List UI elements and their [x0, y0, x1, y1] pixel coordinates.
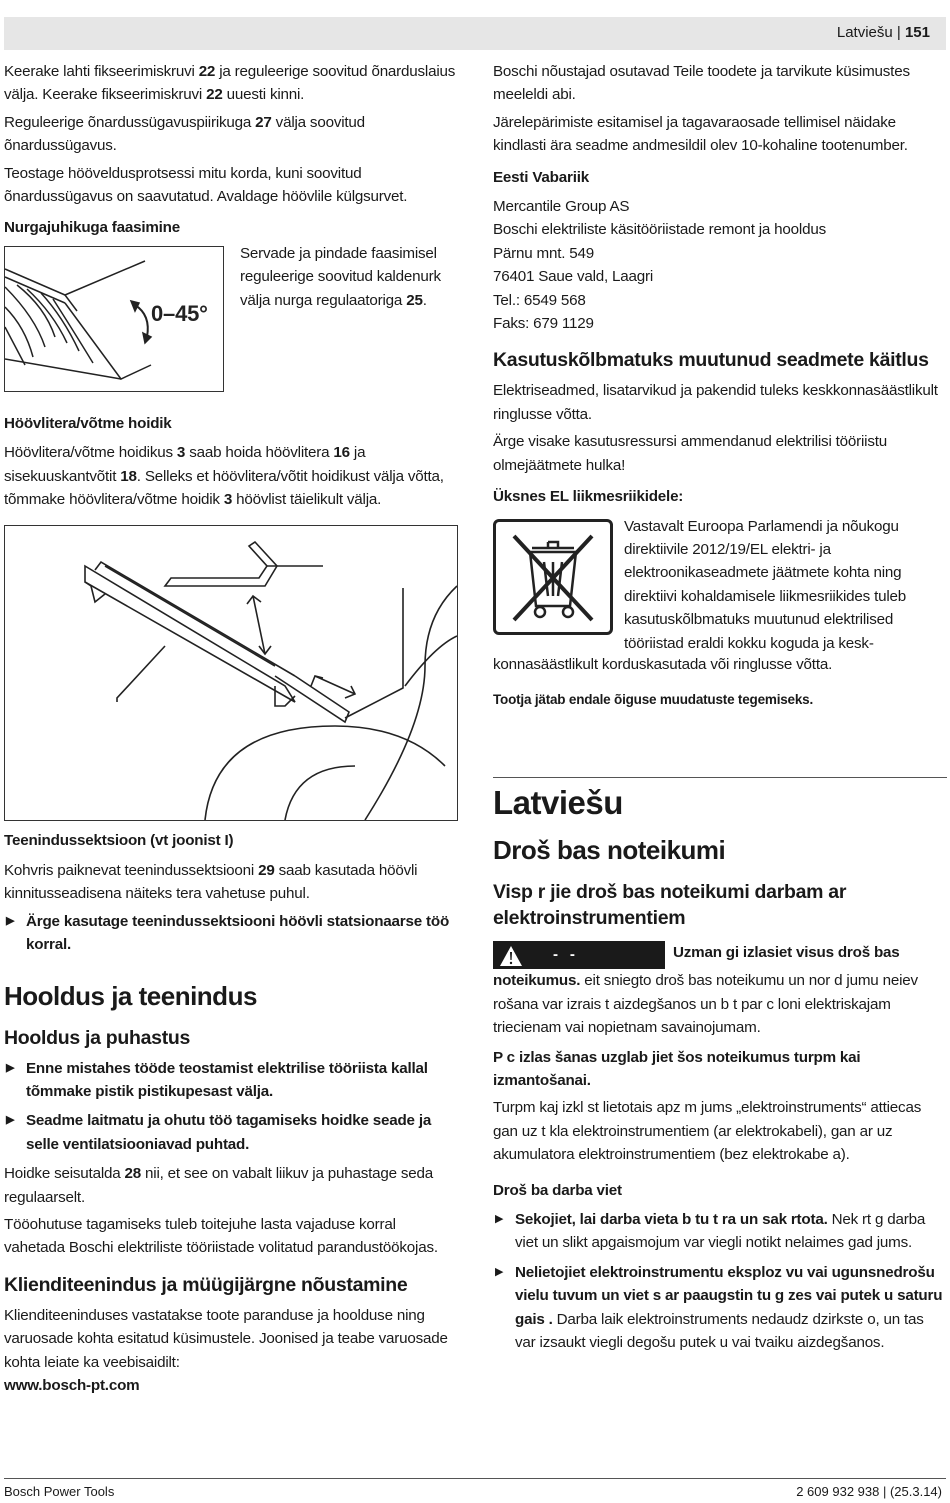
warning-block	[493, 941, 947, 1039]
heading-nurgajuhik: Nurgajuhikuga faasimine	[4, 219, 181, 237]
paragraph: Tööohutuse tagamiseks tuleb toitejuhe lasta vajaduse korral vahetada Boschi elektriliste tööriistade volitatud parandustöökojas.	[4, 1215, 438, 1257]
warning-text: eit sniegto droš bas noteikumu un nor d jumu neiev rošana var izrais t aizdegšanos un b t par c loni elektriskajam triecienam vai nopietnam savainojumam.	[493, 972, 918, 1037]
blade-holder-illustration	[4, 525, 458, 821]
weee-bin-icon	[493, 519, 613, 635]
paragraph: Järelepärimiste esitamisel ja tagavaraosade tellimisel näidake kindlasti ära seadme andmesildil olev 10-kohaline tootenumber.	[493, 113, 908, 155]
address-line: Pärnu mnt. 549	[493, 244, 595, 262]
angle-label: 0–45°	[151, 300, 208, 326]
warning-badge	[493, 941, 665, 969]
footer-brand: Bosch Power Tools	[4, 1484, 115, 1499]
paragraph: Kohvris paiknevat teenindussektsiooni 29 saab kasutada höövli kinnitusseadisena näiteks tera vahetuse puhul.	[4, 861, 418, 903]
heading-drosibas: Droš bas noteikumi	[493, 835, 726, 866]
bevel-text: Servade ja pindade faasimisel reguleerige soovitud kaldenurk välja nurga regulaatoriga 25.	[240, 244, 441, 309]
heading-darba-vieta: Droš ba darba viet	[493, 1181, 622, 1199]
paragraph: Elektriseadmed, lisatarvikud ja pakendid tuleks keskkonnasäästlikult ringlusse võtta.	[493, 382, 938, 423]
header-text: Latviešu | 151	[836, 24, 930, 41]
paragraph: Klienditeeninduses vastatakse toote paranduse ja hoolduse ning varuosade kohta esitatud küsimustele. Joonised ja teabe varuosade kohta leiate ka veebisaidilt:	[4, 1306, 448, 1371]
section-divider	[493, 777, 947, 778]
warning-triangle-icon	[497, 942, 525, 970]
heading-hooldus-puhastus: Hooldus ja puhastus	[4, 1026, 191, 1049]
bullet-item: ▶ Ärge kasutage teenindussektsiooni höövli statsionaarse töö korral.	[4, 910, 458, 957]
bullet-item: ▶ Seadme laitmatu ja ohutu töö tagamiseks hoidke seade ja selle ventilatsiooniavad puhtad.	[4, 1109, 458, 1156]
website-link[interactable]: www.bosch-pt.com	[4, 1376, 140, 1394]
paragraph: Teostage hööveldusprotsessi mitu korda, kuni soovitud õnardussügavus on saavutatud. Avaldage höövlile külgsurvet.	[4, 164, 408, 206]
left-column	[4, 60, 458, 1397]
heading-hooldus-teenindus: Hooldus ja teenindus	[4, 980, 257, 1011]
heading-visparejie: Visp r jie droš bas noteikumi darbam ar elektroinstrumentiem	[493, 881, 847, 930]
page-header	[4, 17, 946, 50]
bevel-illustration	[4, 246, 224, 392]
paragraph: Höövlitera/võtme hoidikus 3 saab hoida höövlitera 16 ja sisekuuskantvõtit 18. Selleks et höövlitera/võtit hoidikust välja võtta, tõmmake höövlitera/võtme hoidik 3 höövlist täielikult välja.	[4, 444, 444, 509]
figure-bevel	[4, 246, 458, 394]
heading-hoidik: Höövlitera/võtme hoidik	[4, 414, 172, 432]
heading-eu: Üksnes EL liikmesriikidele:	[493, 488, 684, 506]
bullet-item: ▶ Enne mistahes tööde teostamist elektrilise tööriista kallal tõmmake pistik pistikupesast välja.	[4, 1057, 458, 1104]
footer-docnum: 2 609 932 938 | (25.3.14)	[796, 1484, 942, 1499]
heading-kasutus: Kasutuskõlbmatuks muutunud seadmete käitlus	[493, 349, 929, 372]
right-column	[493, 60, 947, 1360]
paragraph: Boschi nõustajad osutavad Teile toodete ja tarvikute küsimustes meeleldi abi.	[493, 63, 910, 104]
paragraph: konnasäästlikult korduskasutada või ringlusse võtta.	[493, 655, 833, 673]
heading-teenindus: Teenindussektsioon (vt joonist I)	[4, 832, 234, 850]
page-number: 151	[904, 24, 930, 41]
address-line: Mercantile Group AS	[493, 198, 630, 216]
address-line: 76401 Saue vald, Laagri	[493, 268, 654, 286]
paragraph: Ärge visake kasutusressursi ammendanud elektrilisi tööriistu olmejäätmete hulka!	[493, 433, 888, 474]
manufacturer-note: Tootja jätab endale õiguse muudatuste tegemiseks.	[493, 691, 814, 707]
bullet-item: ▶ Sekojiet, lai darba vieta b tu t ra un sak rtota. Nek rt g darba viet un slikt apgaismojum var viegli notikt nelaimes gad jums.	[493, 1208, 947, 1255]
warning-label: - -	[553, 946, 575, 964]
heading-latviesu: Latviešu	[493, 784, 623, 822]
address-line: Boschi elektriliste käsitööriistade remont ja hooldus	[493, 221, 826, 239]
bullet-item: ▶ Nelietojiet elektroinstrumentu eksploz vu vai ugunsnedrošu vielu tuvum un viet s ar paaugstin tu g zes vai putek u saturu gais . Darba laik elektroinstruments nedaudz dzirkste o, un tas var izsaukt viegli degošu putek u vai tvaiku aizdegšanos.	[493, 1261, 947, 1355]
header-language: Latviešu	[836, 24, 893, 41]
paragraph: Turpm kaj izkl st lietotais apz m jums „elektroinstruments“ attiecas gan uz t kla elektroinstrumentiem (ar elektrokabeli), gan ar uz akumulatora elektroinstrumentiem (bez elektrokabe a).	[493, 1099, 922, 1164]
warning-bold: Uzman gi izlasiet visus droš bas noteikumus.	[493, 944, 900, 990]
weee-text: Vastavalt Euroopa Parlamendi ja nõukogu direktiivile 2012/19/EL elektri- ja elektroonikaseadmete jäätmete kohta ning direktiivi kohaldamisele liikmesriikides tuleb kasutuskõlbmatuks muutunud elektrilised tööriistad eraldi kokku koguda ja kesk-	[624, 517, 907, 652]
heading-eesti: Eesti Vabariik	[493, 168, 589, 186]
paragraph: P c izlas šanas uzglab jiet šos noteikumus turpm kai izmantošanai.	[493, 1048, 861, 1089]
weee-block	[493, 515, 947, 661]
address-line: Faks: 679 1129	[493, 315, 594, 333]
address-line: Tel.: 6549 568	[493, 291, 586, 309]
paragraph: Reguleerige õnardussügavuspiirikuga 27 välja soovitud õnardussügavus.	[4, 113, 365, 155]
paragraph: Hoidke seisutalda 28 nii, et see on vabalt liikuv ja puhastage seda regulaarselt.	[4, 1165, 434, 1206]
heading-klienditeenindus: Klienditeenindus ja müügijärgne nõustamine	[4, 1273, 408, 1296]
paragraph: Keerake lahti fikseerimiskruvi 22 ja reguleerige soovitud õnarduslaius välja. Keerake fikseerimiskruvi 22 uuesti kinni.	[4, 63, 456, 104]
page-footer	[4, 1478, 946, 1499]
address-block	[493, 195, 947, 335]
